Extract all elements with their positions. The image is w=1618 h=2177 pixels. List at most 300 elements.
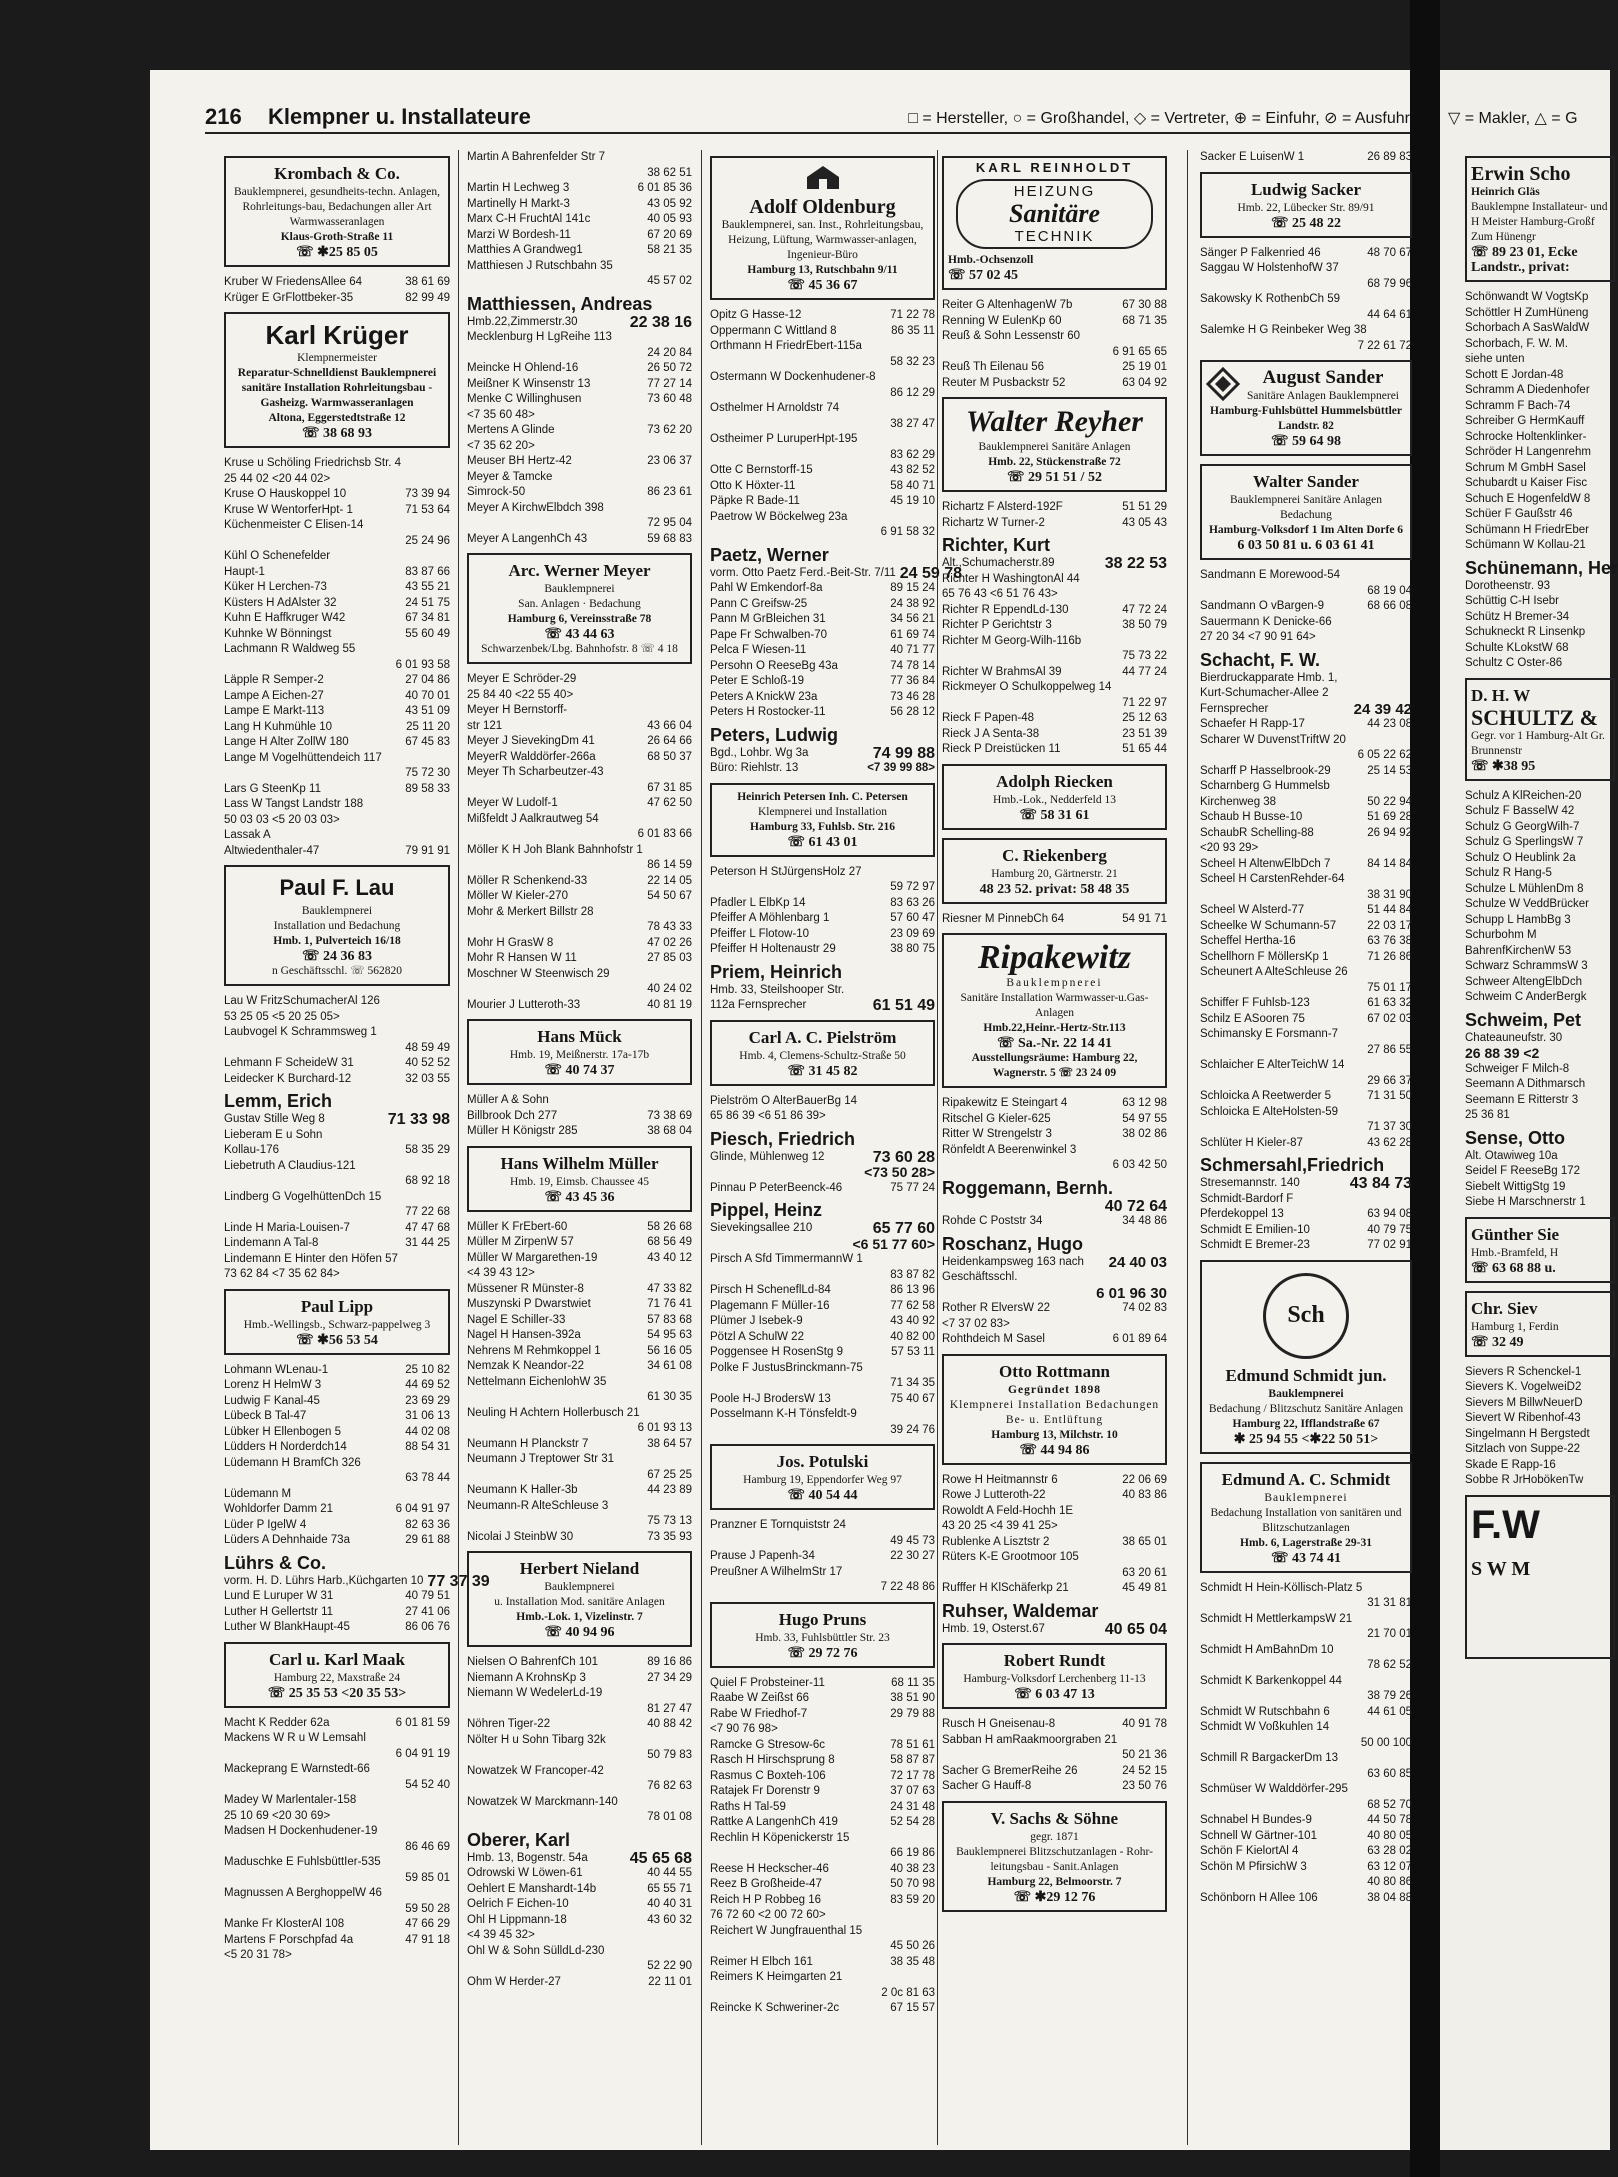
directory-entry (1200, 1012, 1412, 1028)
entry-phone (1408, 1720, 1412, 1736)
entry-phone: 58 26 68 (647, 1220, 692, 1233)
directory-entry (1200, 246, 1412, 262)
entry-name: Martin H Lechweg 3 (467, 182, 570, 194)
directory-entry (1200, 764, 1412, 780)
entry-phone: 58 32 23 (890, 355, 935, 368)
entry-phone: 59 68 83 (647, 532, 692, 545)
directory-entry (467, 1437, 692, 1453)
entry-phone (1408, 779, 1412, 795)
directory-entry (942, 329, 1167, 345)
ad-pielstroem (710, 1020, 935, 1086)
ad-subtitle: Bauklempnerei (1268, 1387, 1344, 1400)
ad-phone: ☏ ✱38 95 (1471, 758, 1536, 774)
ad-title: Krombach & Co. (274, 164, 400, 183)
bold-entry-schweim: Schweim, Pet (1465, 1009, 1582, 1030)
entry-name: Odrowski W Löwen-61 (467, 1867, 583, 1879)
ad-ripakewitz (942, 933, 1167, 1088)
entry-phone (446, 1252, 450, 1268)
entry-name: 25 10 69 <20 30 69> (224, 1809, 331, 1822)
directory-entry (1465, 959, 1615, 975)
directory-entry (710, 1691, 935, 1707)
entry-name: Lund E Luruper W 31 (224, 1590, 334, 1602)
entry-phone: 86 23 61 (647, 486, 692, 498)
entry-name: Rieck J A Senta-38 (942, 727, 1040, 740)
bold-entry-richter: Richter, Kurt (942, 535, 1051, 555)
ad-address: Hamburg-Volksdorf 1 Im Alten Dorfe 6 (1208, 524, 1404, 536)
entry-name: Ludwig F Kanal-45 (224, 1394, 320, 1407)
entry-phone: 44 02 08 (405, 1425, 450, 1438)
entry-name: Opitz G Hasse-12 (710, 309, 802, 321)
ad-maak (224, 1642, 450, 1708)
entry-phone (446, 828, 450, 844)
entry-name: Madsen H Dockenhudener-19 (224, 1825, 378, 1837)
ad-subtitle: Bauklempnerei (1006, 977, 1103, 989)
entry-phone: 22 06 69 (1122, 1473, 1167, 1486)
directory-entry (224, 782, 450, 798)
entry-name: Lindemann E Hinter den Höfen 57 (224, 1252, 398, 1265)
directory-entry (224, 844, 450, 860)
entry-phone (1611, 538, 1615, 554)
entry-name: Nemzak K Neandor-22 (467, 1360, 584, 1372)
entry-phone (1611, 368, 1615, 384)
entry-name: Schramm F Bach-74 (1465, 399, 1571, 412)
directory-entry (942, 665, 1167, 681)
directory-entry (1465, 913, 1615, 929)
entry-phone: 67 20 69 (647, 228, 692, 241)
entry-phone: 25 24 96 (405, 534, 450, 547)
ad-title: C. Riekenberg (1002, 845, 1107, 865)
entry-name: Schwarz SchrammsW 3 (1465, 960, 1588, 972)
directory-entry (1465, 352, 1615, 368)
entry-name: Rufffer H KlSchäferkp 21 (942, 1582, 1069, 1594)
entry-list (467, 1866, 692, 1990)
directory-entry (467, 423, 692, 439)
directory-entry (710, 1784, 935, 1800)
entry-phone: 73 62 20 (647, 424, 692, 436)
entry-phone: 83 87 82 (890, 1268, 935, 1281)
ad-text: Hamburg 22, Maxstraße 24 (273, 1671, 401, 1684)
entry-phone (931, 401, 935, 417)
ad-text: Hamburg 20, Gärtnerstr. 21 (991, 867, 1118, 880)
entry-name: Skade E Rapp-16 (1465, 1458, 1556, 1471)
directory-entry (1200, 1767, 1412, 1783)
ad-text: Hmb.-Lok., Nedderfeld 13 (993, 793, 1116, 806)
entry-name: Rasmus C Boxteh-106 (710, 1769, 826, 1782)
directory-entry (224, 487, 450, 503)
entry-name: Neumann K Haller-3b (467, 1484, 578, 1496)
entry-name: Müller M ZirpenW 57 (467, 1236, 574, 1248)
directory-entry (1200, 1074, 1412, 1090)
directory-entry (224, 1716, 450, 1732)
directory-entry (467, 951, 692, 967)
ad-oldenburg (710, 156, 935, 300)
entry-name: Schulz G SperlingsW 7 (1465, 836, 1584, 848)
entry-name: Sauermann K Denicke-66 (1200, 615, 1332, 628)
entry-phone (931, 1252, 935, 1268)
entry-name: Pahl W Emkendorf-8a (710, 582, 823, 594)
entry-phone: 40 40 31 (647, 1898, 692, 1910)
directory-entry (467, 672, 692, 688)
directory-entry (467, 781, 692, 797)
entry-name: Scheel H AltenwElbDch 7 (1200, 857, 1331, 870)
entry-phone: 77 27 14 (647, 377, 692, 390)
directory-entry (467, 1686, 692, 1702)
entry-phone: 24 20 84 (647, 346, 692, 359)
entry-name: 65 86 39 <6 51 86 39> (710, 1110, 826, 1122)
entry-phone: 22 14 05 (647, 874, 692, 887)
directory-entry (1465, 820, 1615, 836)
directory-entry (1465, 399, 1615, 415)
directory-entry (1200, 1782, 1412, 1798)
directory-entry (1200, 950, 1412, 966)
entry-phone: 47 62 50 (647, 797, 692, 809)
entry-name: Schmidt E Emilien-10 (1200, 1223, 1310, 1236)
entry-phone (688, 1499, 692, 1515)
directory-entry (942, 1488, 1167, 1504)
directory-entry (467, 734, 692, 750)
ad-riekenberg (942, 838, 1167, 904)
entry-phone: 44 77 24 (1122, 665, 1167, 678)
directory-entry (1200, 1027, 1412, 1043)
entry-phone: 58 40 71 (890, 479, 935, 492)
entry-name: Schulz A KlReichen-20 (1465, 789, 1582, 802)
directory-entry (224, 1267, 450, 1283)
entry-phone: 38 02 86 (1122, 1128, 1167, 1140)
entry-list (224, 275, 450, 306)
directory-entry (710, 1986, 935, 2002)
directory-entry (224, 1778, 450, 1794)
entry-name: Kruse O Hauskoppel 10 (224, 488, 347, 500)
entry-phone (688, 672, 692, 688)
entry-name: Schnell W Gärtner-101 (1200, 1829, 1317, 1842)
entry-list (1200, 1581, 1412, 1907)
entry-phone: 27 85 03 (647, 952, 692, 964)
directory-entry (942, 1127, 1167, 1143)
entry-name: Schmüser W Walddörfer-295 (1200, 1783, 1348, 1795)
fw-monogram-logo: S W M (1471, 1557, 1531, 1580)
entry-name: Schiffer F Fuhlsb-123 (1200, 997, 1310, 1009)
directory-entry (224, 658, 450, 674)
entry-phone: 51 51 29 (1122, 501, 1167, 513)
directory-entry (1465, 594, 1615, 610)
entry-phone: 31 06 13 (405, 1410, 450, 1422)
entry-list (1200, 1192, 1412, 1254)
entry-name: Schröder H Langenrehm (1465, 446, 1591, 458)
directory-entry (710, 1908, 935, 1924)
entry-name: Scheel H CarstenRehder-64 (1200, 873, 1345, 885)
entry-name: Schütz H Bremer-34 (1465, 610, 1570, 623)
directory-entry (224, 1128, 450, 1144)
directory-entry (467, 1748, 692, 1764)
entry-name: Sievers K. VogelweiD2 (1465, 1381, 1582, 1393)
entry-name: Richter P Gerichtstr 3 (942, 619, 1052, 631)
ad-text: Bauklempnerei, san. Inst., Rohrleitungsbau, Heizung, Lüftung, Warmwasser-anlagen, Ingenieur-Büro (721, 219, 924, 261)
entry-phone (688, 843, 692, 859)
entry-phone: 24 31 48 (890, 1800, 935, 1813)
entry-phone (1611, 789, 1615, 805)
directory-entry (467, 1897, 692, 1913)
entry-phone (446, 813, 450, 829)
directory-entry (710, 1549, 935, 1565)
ad-text: Hmb. 19, Eimsb. Chaussee 45 (510, 1175, 649, 1188)
bold-entry-luehrs-detail: vorm. H. D. Lührs Harb.,Küchgarten 10 77 37 39 (224, 1572, 490, 1590)
entry-name: Otto K Höxter-11 (710, 479, 796, 492)
directory-entry (224, 720, 450, 736)
directory-entry (710, 1094, 935, 1110)
entry-name: Schön M PfirsichW 3 (1200, 1860, 1307, 1873)
entry-phone: 34 61 08 (647, 1360, 692, 1372)
directory-entry (467, 1421, 692, 1437)
bold-entry-sense-detail: Alt. Otawiweg 10a (1465, 1149, 1558, 1162)
directory-column-5 (1200, 150, 1412, 2145)
bold-entry-oberer-detail: Hmb. 13, Bogenstr. 54a 45 65 68 (467, 1849, 692, 1867)
directory-entry (224, 1409, 450, 1425)
directory-entry (467, 1313, 692, 1329)
directory-entry (942, 1581, 1167, 1597)
entry-phone: 86 06 76 (405, 1621, 450, 1633)
entry-name: Laubvogel K Schrammsweg 1 (224, 1026, 377, 1038)
entry-phone: 6 01 83 66 (637, 828, 692, 840)
entry-list (1465, 290, 1615, 554)
ad-extra: n Geschäftsschl. ☏ 562820 (272, 965, 402, 977)
entry-name: Preußner A WilhelmStr 17 (710, 1565, 843, 1578)
entry-phone: 67 34 81 (405, 612, 450, 624)
ad-address: Hamburg 33, Fuhlsb. Str. 216 (750, 820, 895, 833)
entry-phone (1611, 430, 1615, 446)
entry-phone: 6 01 93 58 (395, 658, 450, 671)
entry-name: Pielström O AlterBauerBg 14 (710, 1094, 858, 1107)
entry-phone (1611, 1180, 1615, 1196)
entry-name: Schlüter H Kieler-87 (1200, 1136, 1303, 1149)
entry-phone (1611, 492, 1615, 508)
directory-entry (1200, 1612, 1412, 1628)
entry-phone (446, 1128, 450, 1144)
entry-phone: 59 72 97 (890, 881, 935, 893)
entry-name: Meyer Th Scharbeutzer-43 (467, 766, 604, 778)
entry-phone (446, 1010, 450, 1026)
directory-entry (224, 1518, 450, 1534)
directory-entry (1465, 1473, 1615, 1489)
entry-phone: 44 23 08 (1367, 718, 1412, 730)
entry-name: Schöttler H ZumHüneng (1465, 306, 1589, 319)
ad-title: Herbert Nieland (519, 1559, 640, 1578)
directory-entry (467, 1944, 692, 1960)
ad-address: Hamburg 13, Milchstr. 10 (991, 1428, 1118, 1441)
entry-name: Pfadler L ElbKp 14 (710, 896, 806, 909)
entry-phone: 86 14 59 (647, 859, 692, 871)
directory-entry (224, 1252, 450, 1268)
entry-phone: 25 12 63 (1122, 712, 1167, 724)
bold-entry-piesch-detail2: <73 50 28> (864, 1164, 935, 1180)
directory-entry (224, 1025, 450, 1041)
ad-title: Hans Wilhelm Müller (500, 1153, 659, 1173)
entry-phone: 43 60 32 (647, 1913, 692, 1926)
directory-entry (224, 1917, 450, 1933)
section-title: Klempner u. Installateure (268, 104, 531, 129)
entry-phone (688, 1764, 692, 1780)
entry-name: Nowatzek W Francoper-42 (467, 1764, 604, 1777)
entry-phone (1408, 1581, 1412, 1597)
ad-address: Hmb. 22, Stückenstraße 72 (988, 456, 1121, 468)
entry-list (467, 672, 692, 1013)
entry-name: Ramcke G Stresow-6c (710, 1738, 826, 1751)
entry-name: Schlaicher E AlterTeichW 14 (1200, 1059, 1345, 1071)
entry-name: Schulze W VeddBrücker (1465, 898, 1590, 910)
directory-entry (1465, 1164, 1615, 1180)
entry-phone (1611, 1396, 1615, 1412)
entry-phone: 68 56 49 (647, 1236, 692, 1248)
entry-phone (446, 1159, 450, 1175)
entry-phone: 54 91 71 (1122, 912, 1167, 925)
ad-title: Carl u. Karl Maak (269, 1649, 405, 1669)
directory-entry (710, 1769, 935, 1785)
entry-phone (688, 1795, 692, 1811)
directory-entry (224, 994, 450, 1010)
entry-name: Ripakewitz E Steingart 4 (942, 1097, 1068, 1109)
directory-entry (1465, 882, 1615, 898)
directory-entry (467, 688, 692, 704)
entry-name: Reichert W Jungfrauenthal 15 (710, 1924, 863, 1937)
directory-entry (942, 603, 1167, 619)
directory-entry (710, 1330, 935, 1346)
directory-entry (1465, 290, 1615, 306)
directory-entry (1200, 323, 1412, 339)
directory-entry (467, 1375, 692, 1391)
entry-phone: 73 46 28 (890, 690, 935, 703)
entry-phone: 44 50 78 (1367, 1814, 1412, 1826)
directory-entry (710, 1722, 935, 1738)
entry-phone (1408, 323, 1412, 339)
entry-phone (688, 1406, 692, 1422)
entry-name: 27 20 34 <7 90 91 64> (1200, 631, 1316, 643)
ad-text: Klempnerei Installation Bedachungen Be- u. Entlüftung (949, 1398, 1160, 1426)
directory-entry (467, 1702, 692, 1718)
entry-phone: 45 19 10 (890, 495, 935, 507)
directory-entry (942, 360, 1167, 376)
entry-phone: 86 35 11 (891, 324, 935, 337)
directory-entry (224, 275, 450, 291)
entry-name: Pirsch A Sfd TimmermannW 1 (710, 1253, 863, 1265)
ad-title: V. Sachs & Söhne (990, 1808, 1119, 1828)
entry-name: Schmidt K Barkenkoppel 44 (1200, 1674, 1342, 1687)
entry-phone (1611, 1442, 1615, 1458)
directory-entry (467, 346, 692, 362)
entry-name: Lindemann A Tal-8 (224, 1237, 319, 1249)
entry-name: Lüdemann M (224, 1487, 292, 1500)
entry-phone (446, 1855, 450, 1871)
entry-phone (1163, 634, 1167, 650)
entry-name: Reimer H Elbch 161 (710, 1955, 813, 1968)
symbol-legend-facing: ▽ = Makler, △ = G (1448, 110, 1578, 127)
directory-entry (1200, 748, 1412, 764)
directory-entry (1465, 1365, 1615, 1381)
entry-phone (688, 1928, 692, 1944)
entry-name: Lange M Vogelhüttendeich 117 (224, 751, 382, 764)
entry-phone (1611, 1164, 1615, 1180)
directory-entry (710, 1676, 935, 1692)
ad-title: Otto Rottmann (999, 1361, 1110, 1381)
ad-extra: Schwarzenbek/Lbg. Bahnhofstr. 8 ☏ 4 18 (481, 643, 678, 655)
directory-entry (467, 1406, 692, 1422)
entry-name: Renning W EulenKp 60 (942, 314, 1062, 327)
directory-entry (710, 324, 935, 340)
directory-entry (1465, 1062, 1615, 1078)
directory-entry (710, 1345, 935, 1361)
entry-phone: 23 06 37 (647, 455, 692, 467)
entry-name: Meyer E Schröder-29 (467, 673, 577, 685)
directory-entry (1200, 1596, 1412, 1612)
directory-entry (467, 1344, 692, 1360)
entry-name: Oehlert E Manshardt-14b (467, 1882, 597, 1895)
directory-entry (224, 1731, 450, 1747)
directory-entry (467, 392, 692, 408)
entry-phone: 38 65 01 (1122, 1535, 1167, 1548)
directory-entry (224, 1072, 450, 1088)
entry-name: Rowe H Heitmannstr 6 (942, 1473, 1058, 1486)
entry-name: Schulte KLokstW 68 (1465, 641, 1569, 654)
entry-name: <20 93 29> (1200, 842, 1259, 854)
directory-entry (710, 1534, 935, 1550)
entry-phone: 43 40 92 (890, 1315, 935, 1327)
bold-entry-roschanz: Roschanz, Hugo (942, 1233, 1084, 1254)
directory-entry (224, 1159, 450, 1175)
directory-entry (942, 1112, 1167, 1128)
directory-entry (224, 1762, 450, 1778)
entry-name: Posselmann K-H Tönsfeldt-9 (710, 1408, 857, 1420)
directory-entry (1200, 1829, 1412, 1845)
entry-phone: 83 59 20 (890, 1893, 935, 1906)
entry-phone: 88 54 31 (405, 1441, 450, 1453)
entry-phone (1163, 1143, 1167, 1159)
entry-phone: 45 50 26 (890, 1940, 935, 1952)
entry-name: Sabban H amRaakmoorgraben 21 (942, 1733, 1118, 1746)
directory-entry (224, 642, 450, 658)
ad-text: Hmb. 22, Lübecker Str. 89/91 (1237, 201, 1375, 214)
entry-phone (1611, 383, 1615, 399)
entry-phone: 51 44 84 (1367, 904, 1412, 916)
directory-entry (710, 628, 935, 644)
entry-phone (1163, 680, 1167, 696)
directory-entry (467, 212, 692, 228)
entry-name: Seemann A Dithmarsch (1465, 1078, 1586, 1090)
entry-phone: 77 22 68 (405, 1206, 450, 1218)
directory-entry (710, 1753, 935, 1769)
entry-name: Nagel E Schiller-33 (467, 1313, 566, 1326)
entry-phone (688, 1686, 692, 1702)
entry-name: Pferdekoppel 13 (1200, 1208, 1284, 1220)
entry-phone: 67 02 03 (1367, 1012, 1412, 1025)
ad-text: Sanitäre Anlagen Bauklempnerei (1246, 390, 1399, 402)
entry-phone: 71 76 41 (647, 1298, 692, 1310)
ad-petersen (710, 783, 935, 857)
entry-name: <7 35 62 20> (467, 439, 535, 452)
entry-name: Moschner W Steenwisch 29 (467, 967, 610, 980)
entry-name: Nölter H u Sohn Tibarg 32k (467, 1733, 606, 1746)
entry-phone: 54 50 67 (647, 890, 692, 902)
entry-name: Prause J Papenh-34 (710, 1550, 815, 1562)
ad-line: TECHNIK (1014, 228, 1095, 245)
directory-entry (942, 1143, 1167, 1159)
ad-title: KARL REINHOLDT (975, 160, 1134, 175)
directory-entry (1200, 1136, 1412, 1152)
entry-name: Schmidt H Hein-Köllisch-Platz 5 (1200, 1581, 1363, 1594)
directory-entry (1465, 656, 1615, 672)
entry-name: Pfeiffer L Flotow-10 (710, 927, 810, 940)
bold-entry-matthiessen: Matthiessen, Andreas (467, 293, 653, 314)
entry-phone (1611, 594, 1615, 610)
ad-title: Ludwig Sacker (1250, 179, 1362, 199)
entry-phone: 39 24 76 (890, 1423, 935, 1436)
